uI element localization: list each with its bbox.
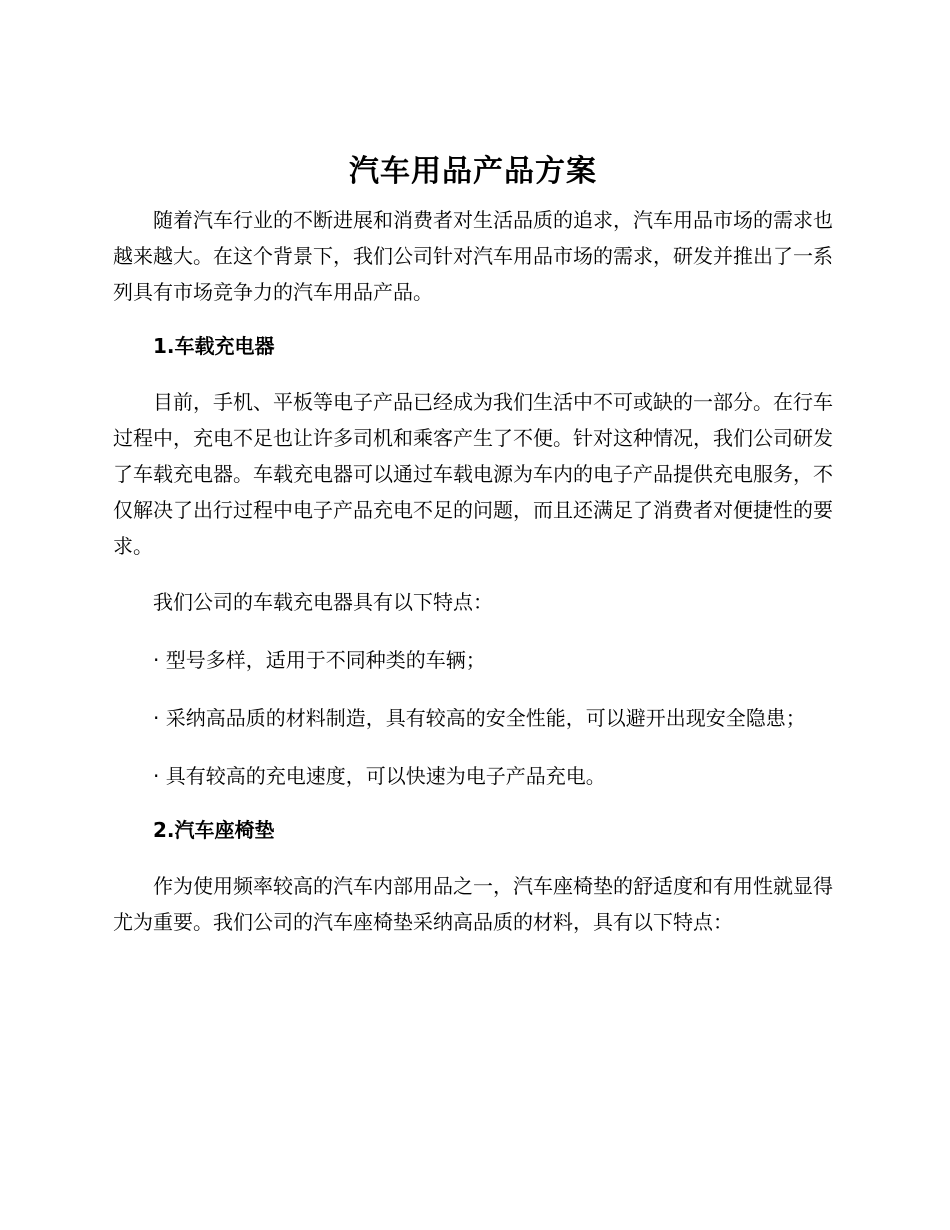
section-1-bullet-1: · 型号多样，适用于不同种类的车辆； xyxy=(153,648,486,672)
intro-paragraph: 随着汽车行业的不断进展和消费者对生活品质的追求，汽车用品市场的需求也越来越大。在这个背景下，我们公司针对汽车用品市场的需求，研发并推出了一系列具有市场竞争力的汽车用品产品。 xyxy=(113,208,833,304)
document-title: 汽车用品产品方案 xyxy=(349,154,597,189)
section-1-features-intro: 我们公司的车载充电器具有以下特点： xyxy=(153,590,493,614)
section-1-bullet-2: · 采纳高品质的材料制造，具有较高的安全性能，可以避开出现安全隐患； xyxy=(153,706,806,730)
section-2-heading: 2.汽车座椅垫 xyxy=(153,818,275,842)
section-1-heading: 1.车载充电器 xyxy=(153,334,275,358)
section-1-paragraph: 目前，手机、平板等电子产品已经成为我们生活中不可或缺的一部分。在行车过程中，充电不足也让许多司机和乘客产生了不便。针对这种情况，我们公司研发了车载充电器。车载充电器可以通过车载电源为车内的电子产品提供充电服务，不仅解决了出行过程中电子产品充电不足的问题，而且还满足了消费者对便捷性的要求。 xyxy=(113,390,833,558)
section-2-paragraph: 作为使用频率较高的汽车内部用品之一，汽车座椅垫的舒适度和有用性就显得尤为重要。我们公司的汽车座椅垫采纳高品质的材料，具有以下特点： xyxy=(113,874,833,934)
document-page xyxy=(113,148,833,940)
section-1-bullet-3: · 具有较高的充电速度，可以快速为电子产品充电。 xyxy=(153,764,606,788)
